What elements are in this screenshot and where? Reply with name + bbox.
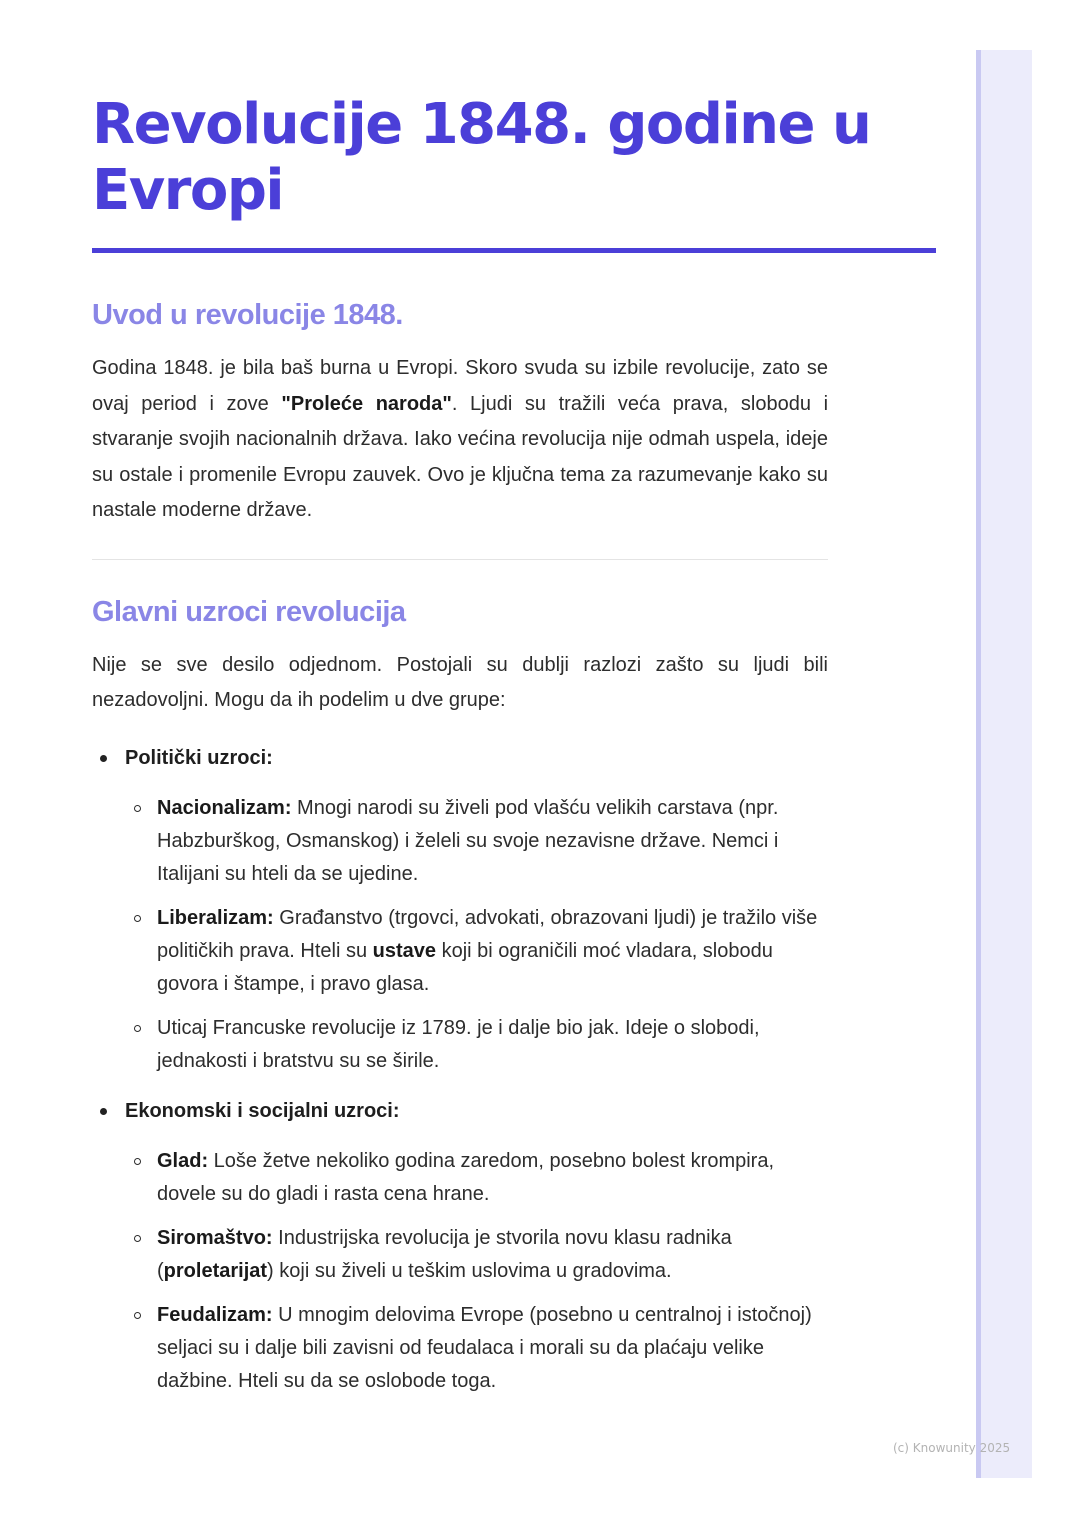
sublist-item-nationalism xyxy=(125,792,828,891)
intro-text-b: . Ljudi su tražili veća prava, slobodu i stvaranje svojih nacionalnih država. Iako većina revolucija nije odmah uspela, ideje su ostale i promenile Evropu zauvek. Ovo je ključna tema za razumevanje kako su nastale moderne države. xyxy=(92,392,829,521)
circle-bullet-icon xyxy=(134,1158,141,1165)
list-item-political xyxy=(92,741,828,1078)
sublist-item-hunger xyxy=(125,1145,828,1211)
term-label: Nacionalizam: xyxy=(157,796,292,819)
term-text: koji bi ograničili moć vladara, slobodu govora i štampe, i pravo glasa. xyxy=(157,939,773,995)
term-label: Glad: xyxy=(157,1149,209,1172)
section-heading-intro: Uvod u revolucije 1848. xyxy=(92,299,403,331)
list-item-label: Ekonomski i socijalni uzroci: xyxy=(125,1099,400,1122)
circle-bullet-icon xyxy=(134,1312,141,1319)
section-heading-causes: Glavni uzroci revolucija xyxy=(92,595,406,628)
term-text: Industrijska revolucija je stvorila novu klasu radnika ( xyxy=(157,1226,732,1282)
term-text: ) koji su živeli u teškim uslovima u gradovima. xyxy=(267,1259,672,1282)
side-panel xyxy=(976,50,1032,1478)
economic-sublist xyxy=(125,1145,828,1398)
sublist-item-french-revolution xyxy=(125,1012,828,1078)
term-label: Siromaštvo: xyxy=(157,1226,273,1249)
circle-bullet-icon xyxy=(134,1025,141,1032)
list-item-economic xyxy=(92,1094,828,1398)
title-underline xyxy=(92,248,936,253)
term-bold: proletarijat xyxy=(163,1259,268,1282)
term-text: U mnogim delovima Evrope (posebno u centralnoj i istočnoj) seljaci su i dalje bili zavisni od feudalaca i morali su da plaćaju velike dažbine. Hteli su da se oslobode toga. xyxy=(157,1303,812,1392)
circle-bullet-icon xyxy=(134,805,141,812)
intro-text-a: Godina 1848. je bila baš burna u Evropi. Skoro svuda su izbile revolucije, zato se ovaj period i zove xyxy=(92,357,828,415)
term-label: Liberalizam: xyxy=(157,906,274,929)
term-text: Loše žetve nekoliko godina zaredom, posebno bolest krompira, dovele su do gladi i rasta cena hrane. xyxy=(157,1149,775,1205)
circle-bullet-icon xyxy=(134,915,141,922)
sublist-item-feudalism xyxy=(125,1299,828,1398)
term-bold: ustave xyxy=(372,939,437,962)
intro-paragraph xyxy=(92,351,828,529)
term-text: Uticaj Francuske revolucije iz 1789. je i dalje bio jak. Ideje o slobodi, jednakosti i bratstvu su se širile. xyxy=(157,1016,760,1072)
causes-intro-paragraph: Nije se sve desilo odjednom. Postojali su dublji razlozi zašto su ljudi bili nezadovoljni. Mogu da ih podelim u dve grupe: xyxy=(92,653,828,711)
circle-bullet-icon xyxy=(134,1235,141,1242)
political-sublist xyxy=(125,792,828,1078)
term-text: Građanstvo (trgovci, advokati, obrazovani ljudi) je tražilo više političkih prava. Hteli su xyxy=(157,906,818,962)
list-item-label: Politički uzroci: xyxy=(125,746,273,769)
causes-list xyxy=(92,741,828,1398)
copyright-footer: (c) Knowunity 2025 xyxy=(893,1441,1011,1455)
term-text: Mnogi narodi su živeli pod vlašću velikih carstava (npr. Habzburškog, Osmanskog) i želeli su svoje nezavisne države. Nemci i Italijani su hteli da se ujedine. xyxy=(157,796,779,885)
term-label: Feudalizam: xyxy=(157,1303,273,1326)
sublist-item-poverty xyxy=(125,1222,828,1288)
sublist-item-liberalism xyxy=(125,902,828,1001)
document-page xyxy=(92,92,871,1414)
side-panel-edge xyxy=(976,50,981,1478)
bullet-icon xyxy=(100,1108,107,1115)
intro-bold-term: "Proleće naroda" xyxy=(281,392,452,415)
document-title: Revolucije 1848. godine u Evropi xyxy=(92,92,871,223)
section-divider xyxy=(92,559,828,560)
bullet-icon xyxy=(100,755,107,762)
